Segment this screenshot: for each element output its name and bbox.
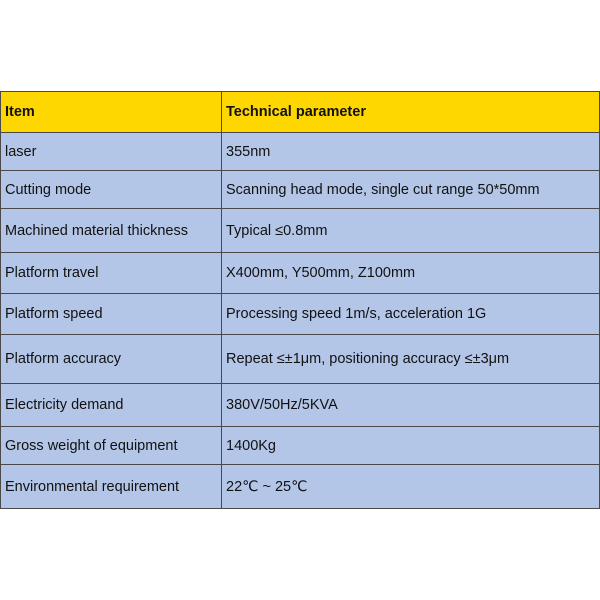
row-item-label: Cutting mode	[1, 171, 222, 209]
table-row	[1, 465, 600, 509]
row-parameter-value: Processing speed 1m/s, acceleration 1G	[222, 294, 600, 335]
row-parameter-value: 1400Kg	[222, 427, 600, 465]
technical-parameter-table	[0, 91, 600, 509]
table-row	[1, 335, 600, 384]
row-item-label: Platform travel	[1, 253, 222, 294]
row-item-label: Environmental requirement	[1, 465, 222, 509]
table-row	[1, 384, 600, 427]
table-row	[1, 294, 600, 335]
table-row	[1, 171, 600, 209]
row-parameter-value: Typical ≤0.8mm	[222, 209, 600, 253]
row-item-label: Platform accuracy	[1, 335, 222, 384]
table-row	[1, 209, 600, 253]
row-parameter-value: Scanning head mode, single cut range 50*50mm	[222, 171, 600, 209]
table-row	[1, 427, 600, 465]
row-parameter-value: X400mm, Y500mm, Z100mm	[222, 253, 600, 294]
table-row	[1, 133, 600, 171]
row-item-label: Gross weight of equipment	[1, 427, 222, 465]
row-item-label: Platform speed	[1, 294, 222, 335]
table-row	[1, 253, 600, 294]
row-item-label: Electricity demand	[1, 384, 222, 427]
row-item-label: Machined material thickness	[1, 209, 222, 253]
row-parameter-value: 355nm	[222, 133, 600, 171]
header-item: Item	[1, 92, 222, 133]
row-item-label: laser	[1, 133, 222, 171]
table-header-row	[1, 92, 600, 133]
row-parameter-value: Repeat ≤±1μm, positioning accuracy ≤±3μm	[222, 335, 600, 384]
header-technical-parameter: Technical parameter	[222, 92, 600, 133]
row-parameter-value: 22℃ ~ 25℃	[222, 465, 600, 509]
row-parameter-value: 380V/50Hz/5KVA	[222, 384, 600, 427]
